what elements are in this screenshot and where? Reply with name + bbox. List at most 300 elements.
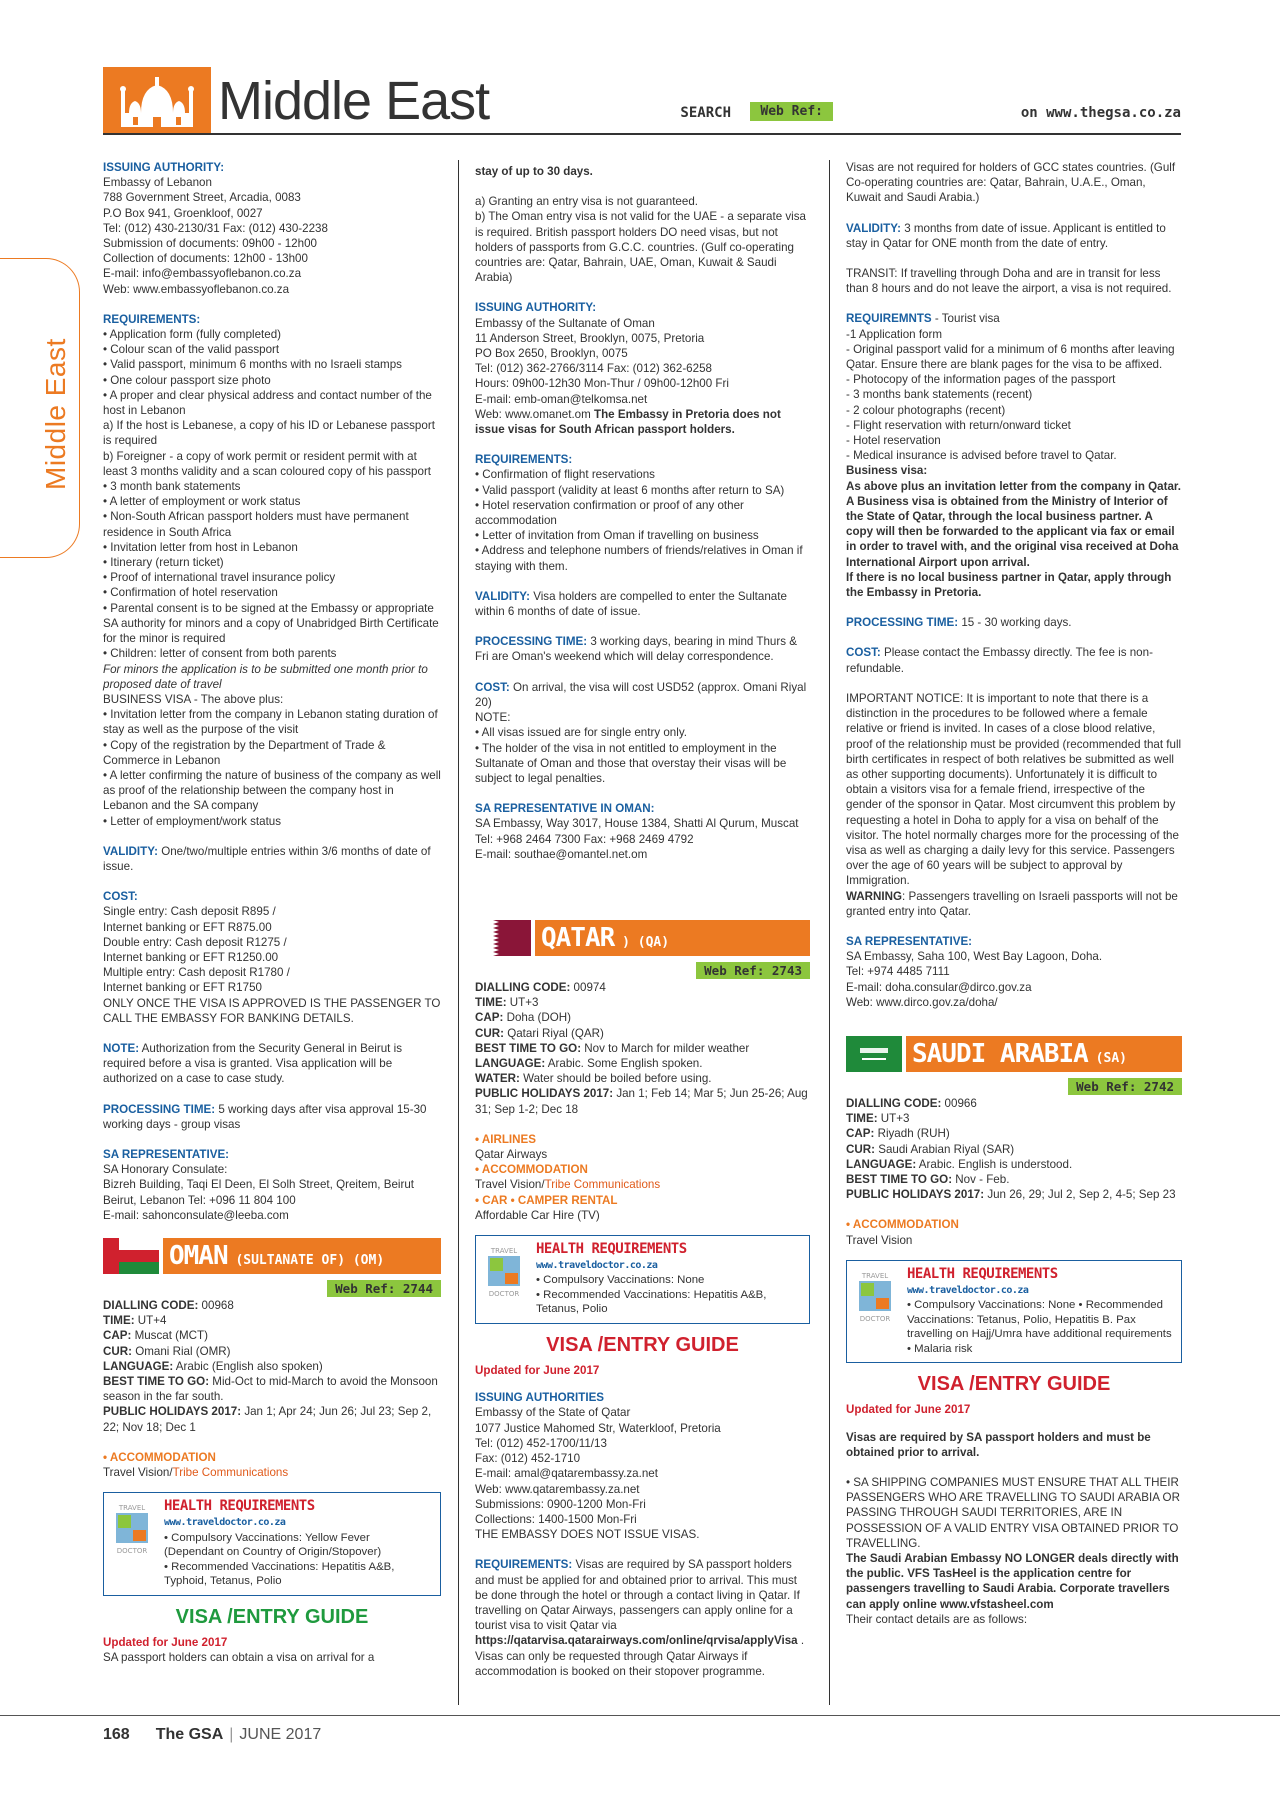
- fact-key: LANGUAGE:: [846, 1157, 917, 1171]
- fact-value: Mid-Oct to mid-March to avoid the Monsoon season in the far south.: [103, 1375, 438, 1404]
- text-line: IMPORTANT NOTICE: It is important to note that there is a distinction in the procedures to be followed where a female relative or friend is invited. In cases of a close blood relative, proof of the relationship must be provided (recommended that full birth certificates in respect of both relatives be submitted as well as other supporting documents). Unfortunately it is difficult to obtain a visitors visa for a female friend, irrespective of the gender of the sponsor in Qatar. Most circumvent this problem by requesting a hotel in Doha to apply for a visa on behalf of the visitor. The hotel normally charges more for the processing of the visa as well as charging a daily levy for this service. Passengers over the age of 60 years will be subject to approval by Immigration.: [846, 691, 1182, 888]
- text-line: Embassy of Lebanon: [103, 176, 212, 190]
- list-item: • Proof of international travel insurance policy: [103, 571, 336, 585]
- fact-value: Muscat (MCT): [131, 1329, 208, 1343]
- oman-banner: [103, 1238, 441, 1274]
- email-link[interactable]: E-mail: sahonconsulate@leeba.com: [103, 1208, 289, 1222]
- list-item: - Medical insurance is advised before travel to Qatar.: [846, 449, 1117, 463]
- fact-value: UT+4: [134, 1314, 167, 1328]
- saudi-contact: Their contact details are as follows:: [846, 1612, 1028, 1626]
- fact-row: [846, 1142, 1182, 1157]
- fact-key: BEST TIME TO GO:: [103, 1375, 210, 1389]
- lebanon-note: [103, 1041, 441, 1087]
- saudi-accommodation: [846, 1217, 1182, 1247]
- list-item: • Recommended Vaccinations: Hepatitis A&B, Tetanus, Polio: [536, 1288, 767, 1316]
- list-item: • The holder of the visa in not entitled to employment in the Sultanate of Oman and those that overstay their visas will be subject to legal penalties.: [475, 741, 787, 785]
- fact-row: [103, 1344, 441, 1359]
- list-item: • Confirmation of hotel reservation: [103, 586, 278, 600]
- text-line: Hours: 09h00-12h30 Mon-Thur / 09h00-12h00 Fri: [475, 377, 729, 391]
- fact-row: [475, 995, 810, 1010]
- section-heading: PROCESSING TIME:: [103, 1102, 216, 1116]
- email-link[interactable]: E-mail: amal@qatarembassy.za.net: [475, 1467, 658, 1481]
- fact-row: [846, 1157, 1182, 1172]
- text-line: Internet banking or EFT R1250.00: [103, 950, 279, 964]
- text-line: [475, 1177, 810, 1192]
- qatar-representative: [846, 934, 1182, 1010]
- list-item: • Colour scan of the valid passport: [103, 343, 280, 357]
- updated-note: Updated for June 2017: [846, 1403, 971, 1417]
- text-line: THE EMBASSY DOES NOT ISSUE VISAS.: [475, 1528, 700, 1542]
- svg-text:DOCTOR: DOCTOR: [859, 1314, 891, 1323]
- fact-key: PUBLIC HOLIDAYS 2017:: [103, 1405, 242, 1419]
- oman-webref: [103, 1280, 441, 1298]
- country-name: QATAR: [541, 922, 615, 953]
- qatar-important: [846, 691, 1182, 919]
- text-line: On arrival, the visa will cost USD52 (approx. Omani Riyal 20): [475, 680, 807, 709]
- list-item: • Non-South African passport holders must have permanent residence in South Africa: [103, 510, 409, 539]
- section-heading: • AIRLINES: [475, 1132, 536, 1146]
- web-link[interactable]: Web: www.dirco.gov.za/doha/: [846, 995, 998, 1009]
- lebanon-requirements: [103, 312, 441, 829]
- fact-value: Arabic. Some English spoken.: [545, 1056, 703, 1070]
- visa-link[interactable]: https://qatarvisa.qatarairways.com/online/qrvisa/applyVisa: [475, 1634, 798, 1648]
- provider-link[interactable]: Travel Vision/: [475, 1178, 545, 1192]
- section-heading: • ACCOMMODATION: [846, 1218, 959, 1232]
- oman-cost: [475, 680, 810, 786]
- updated-note: Updated for June 2017: [103, 1635, 228, 1649]
- text-line: 3 months from date of issue. Applicant is entitled to stay in Qatar for ONE month from the date of entry.: [846, 221, 1166, 250]
- fact-row: [475, 1056, 810, 1071]
- health-heading: HEALTH REQUIREMENTS: [164, 1498, 315, 1515]
- text-line: Internet banking or EFT R1750: [103, 981, 262, 995]
- fact-value: Arabic. English is understood.: [916, 1157, 1073, 1171]
- visa-guide-heading: VISA /ENTRY GUIDE: [175, 1605, 369, 1628]
- text-line: [103, 1465, 441, 1480]
- text-line: PO Box 2650, Brooklyn, 0075: [475, 347, 628, 361]
- qatar-webref: [475, 962, 810, 980]
- fact-key: CUR:: [103, 1344, 132, 1358]
- provider-link[interactable]: Tribe Communications: [544, 1178, 661, 1192]
- saudi-flag-icon: [846, 1036, 902, 1072]
- oman-accommodation: [103, 1450, 441, 1480]
- saudi-embassy-notice: The Saudi Arabian Embassy NO LONGER deals directly with the public. VFS TasHeel is the application centre for passengers travelling to Saudi Arabia. Corporate travellers can apply online www.vfstasheel.com: [846, 1552, 1179, 1611]
- text-line: Submission of documents: 09h00 - 12h00: [103, 237, 317, 251]
- text-line: Collections: 1400-1500 Mon-Fri: [475, 1512, 637, 1526]
- warning-row: [846, 889, 1182, 919]
- text-line: Double entry: Cash deposit R1275 /: [103, 935, 287, 949]
- list-item: • 3 month bank statements: [103, 480, 241, 494]
- text-line: 11 Anderson Street, Brooklyn, 0075, Pretoria: [475, 331, 705, 345]
- section-heading: ISSUING AUTHORITY:: [475, 301, 597, 315]
- email-link[interactable]: E-mail: southae@omantel.net.om: [475, 847, 648, 861]
- list-item: • Hotel reservation confirmation or proof of any other accommodation: [475, 498, 744, 528]
- text-line: Multiple entry: Cash deposit R1780 /: [103, 966, 290, 980]
- section-heading: VALIDITY:: [475, 589, 530, 603]
- text-line: .: [797, 1634, 805, 1648]
- web-link[interactable]: Web: www.omanet.om: [475, 407, 594, 421]
- fact-row: [846, 1096, 1182, 1111]
- section-heading: • ACCOMMODATION: [103, 1450, 216, 1464]
- oman-flag-icon: [103, 1238, 159, 1274]
- page-header: [103, 67, 1181, 135]
- list-item: • Itinerary (return ticket): [103, 556, 224, 570]
- lebanon-representative: [103, 1147, 441, 1223]
- text-line: Internet banking or EFT R875.00: [103, 920, 272, 934]
- svg-text:TRAVEL: TRAVEL: [490, 1246, 518, 1255]
- qatar-validity: [846, 221, 1182, 251]
- list-item: • A letter of employment or work status: [103, 495, 301, 509]
- list-item: • Letter of invitation from Oman if travelling on business: [475, 529, 759, 543]
- health-title: [164, 1499, 432, 1530]
- section-heading: REQUIREMNTS: [846, 312, 932, 326]
- column-divider: [829, 160, 830, 1705]
- heading-row: [846, 311, 1182, 326]
- oman-facts: [103, 1298, 441, 1435]
- site-link[interactable]: on www.thegsa.co.za: [1020, 105, 1181, 121]
- list-item: - Original passport valid for a minimum of 6 months after leaving Qatar. Ensure there are blank pages for the visa to be affixed.: [846, 342, 1175, 372]
- fact-key: PUBLIC HOLIDAYS 2017:: [846, 1188, 985, 1202]
- text-line: 5 working days after visa approval 15-30 working days - group visas: [103, 1102, 427, 1131]
- text-line: 3 working days, bearing in mind Thurs & Fri are Oman's weekend which will delay correspondence.: [475, 635, 797, 664]
- health-heading: HEALTH REQUIREMENTS: [907, 1265, 1058, 1282]
- section-heading: REQUIREMENTS:: [475, 453, 573, 467]
- text-line: One/two/multiple entries within 3/6 months of date of issue.: [103, 844, 431, 873]
- section-heading: COST:: [475, 680, 510, 694]
- page-number: 168: [103, 1726, 130, 1743]
- text-line: Embassy of the Sultanate of Oman: [475, 316, 655, 330]
- fact-key: CUR:: [846, 1142, 875, 1156]
- qatar-processing: [846, 615, 1182, 630]
- text-line: SA Embassy, Saha 100, West Bay Lagoon, Doha.: [846, 950, 1103, 964]
- side-tab-label: Middle East: [40, 338, 71, 490]
- column-2: [475, 160, 810, 1705]
- travel-doctor-icon: [855, 1269, 895, 1325]
- oman-validity: [475, 589, 810, 619]
- web-link[interactable]: Web: www.qatarembassy.za.net: [475, 1482, 640, 1496]
- text-line: Visa holders are compelled to enter the Sultanate within 6 months of date of issue.: [475, 589, 787, 619]
- fact-key: LANGUAGE:: [103, 1359, 174, 1373]
- text-line: 15 - 30 working days.: [958, 616, 1072, 630]
- provider-link[interactable]: Travel Vision/: [103, 1466, 173, 1480]
- fact-row: [475, 1086, 810, 1116]
- section-heading: SA REPRESENTATIVE:: [103, 1147, 230, 1161]
- fact-key: CAP:: [846, 1127, 875, 1141]
- lebanon-issuing: [103, 160, 441, 297]
- list-item: • All visas issued are for single entry only.: [475, 726, 687, 740]
- oman-title-bar: [163, 1238, 441, 1274]
- header-rule: [103, 133, 1181, 135]
- text-line: Fax: (012) 452-1710: [475, 1452, 581, 1466]
- fact-value: Jun 26, 29; Jul 2, Sep 2, 4-5; Sep 23: [984, 1188, 1176, 1202]
- oman-processing: [475, 634, 810, 664]
- list-item: - Photocopy of the information pages of the passport: [846, 373, 1116, 387]
- qatar-cost: [846, 645, 1182, 675]
- visa-guide-heading: VISA /ENTRY GUIDE: [546, 1333, 739, 1356]
- text-line: [475, 407, 810, 437]
- page-title: Middle East: [218, 71, 490, 131]
- fact-row: [475, 1041, 810, 1056]
- fact-value: UT+3: [506, 996, 539, 1010]
- fact-row: [475, 1026, 810, 1041]
- list-item: • Letter of employment/work status: [103, 814, 282, 828]
- footer-separator: |: [229, 1726, 234, 1743]
- section-heading: ISSUING AUTHORITY:: [103, 161, 225, 174]
- webref-label: Web Ref:: [750, 102, 833, 121]
- list-item: BUSINESS VISA - The above plus:: [103, 692, 284, 706]
- health-title: [536, 1242, 801, 1273]
- saudi-intro: Visas are required by SA passport holders and must be obtained prior to arrival.: [846, 1430, 1151, 1459]
- travel-doctor-icon: [112, 1501, 152, 1557]
- fact-row: [475, 1010, 810, 1025]
- list-item: - 2 colour photographs (recent): [846, 403, 1006, 417]
- list-item: • Parental consent is to be signed at the Embassy or appropriate SA authority for minors and a copy of Unabridged Birth Certificate for the minor is required: [103, 601, 439, 646]
- fact-key: DIALLING CODE:: [846, 1096, 942, 1110]
- svg-text:TRAVEL: TRAVEL: [861, 1271, 889, 1280]
- minor-note: For minors the application is to be submitted one month prior to proposed date of travel: [103, 662, 428, 691]
- oman-representative: [475, 801, 810, 862]
- section-heading: NOTE:: [103, 1041, 140, 1055]
- saudi-title-bar: [906, 1036, 1182, 1072]
- list-item: • Copy of the registration by the Department of Trade & Commerce in Lebanon: [103, 738, 386, 767]
- text-line: Beirut, Lebanon Tel: +096 11 804 100: [103, 1193, 296, 1207]
- qatar-gcc: Visas are not required for holders of GCC states countries. (Gulf Co-operating countries are: Qatar, Bahrain, U.A.E., Oman, Kuwait and Saudi Arabia.): [846, 161, 1176, 205]
- oman-notes: [475, 194, 810, 285]
- text-line: Please contact the Embassy directly. The fee is non-refundable.: [846, 646, 1153, 675]
- page-footer: [103, 1726, 321, 1744]
- list-item: • A letter confirming the nature of business of the company as well as proof of the relationship between the company host in Lebanon and the SA company: [103, 768, 441, 813]
- fact-value: 00968: [198, 1299, 234, 1312]
- fact-key: DIALLING CODE:: [475, 980, 571, 994]
- health-heading: HEALTH REQUIREMENTS: [536, 1240, 687, 1257]
- section-heading: COST:: [846, 646, 881, 660]
- fact-value: Omani Rial (OMR): [131, 1344, 231, 1358]
- fact-key: TIME:: [475, 996, 507, 1010]
- list-item: - Hotel reservation: [846, 434, 941, 448]
- lebanon-cost: [103, 889, 441, 1026]
- saudi-facts: [846, 1096, 1182, 1202]
- fact-value: Nov to March for milder weather: [581, 1041, 750, 1055]
- fact-value: Arabic (English also spoken): [173, 1359, 323, 1373]
- section-heading: SA REPRESENTATIVE IN OMAN:: [475, 802, 655, 816]
- magazine-name: The GSA: [155, 1726, 224, 1743]
- text-line: 1077 Justice Mahomed Str, Waterkloof, Pretoria: [475, 1421, 721, 1435]
- web-link[interactable]: Web: www.embassyoflebanon.co.za: [103, 282, 290, 296]
- fact-row: [846, 1126, 1182, 1141]
- list-item: • Address and telephone numbers of friends/relatives in Oman if staying with them.: [475, 544, 803, 573]
- column-3: [846, 160, 1182, 1705]
- list-item: • Compulsory Vaccinations: Yellow Fever (Dependant on Country of Origin/Stopover): [164, 1531, 382, 1559]
- fact-row: [103, 1404, 441, 1434]
- text-line: a) Granting an entry visa is not guaranteed.: [475, 195, 698, 209]
- lebanon-validity: [103, 844, 441, 874]
- list-item: • Application form (fully completed): [103, 328, 282, 342]
- svg-text:DOCTOR: DOCTOR: [488, 1289, 520, 1298]
- text-line: Single entry: Cash deposit R895 /: [103, 905, 276, 919]
- fact-row: [103, 1328, 441, 1343]
- section-heading: COST:: [103, 890, 138, 904]
- oman-requirements: [475, 452, 810, 574]
- fact-key: CAP:: [103, 1329, 132, 1343]
- text-line: A Business visa is obtained from the Ministry of Interior of the State of Qatar, through the local business partner. A copy will then be forwarded to the applicant via fax or email in order to travel with, and the original visa received at Doha International Airport upon arrival.: [846, 494, 1179, 569]
- section-heading: PROCESSING TIME:: [475, 635, 588, 649]
- mosque-icon: [103, 67, 211, 135]
- provider-link[interactable]: Affordable Car Hire (TV): [475, 1208, 600, 1222]
- column-divider: [458, 160, 459, 1705]
- list-item: a) If the host is Lebanese, a copy of his ID or Lebanese passport is required: [103, 419, 435, 448]
- qatar-transit: TRANSIT: If travelling through Doha and are in transit for less than 8 hours and do not leave the airport, a visa is not required.: [846, 267, 1172, 296]
- text-line: ONLY ONCE THE VISA IS APPROVED IS THE PASSENGER TO CALL THE EMBASSY FOR BANKING DETAILS.: [103, 996, 441, 1025]
- lebanon-processing: [103, 1102, 441, 1132]
- section-heading: ISSUING AUTHORITIES: [475, 1391, 605, 1405]
- list-item: • Compulsory Vaccinations: None • Recommended Vaccinations: Tetanus, Polio, Hepatitis B. Pax travelling on Hajj/Umra have additional requirements • Malaria risk: [907, 1299, 1172, 1355]
- country-name: OMAN: [169, 1241, 228, 1271]
- webref-badge[interactable]: Web Ref: 2742: [1068, 1078, 1182, 1095]
- list-item: • Valid passport, minimum 6 months with no Israeli stamps: [103, 358, 402, 372]
- svg-text:DOCTOR: DOCTOR: [116, 1547, 148, 1556]
- health-site-link[interactable]: www.traveldoctor.co.za: [536, 1260, 658, 1272]
- fact-key: LANGUAGE:: [475, 1056, 546, 1070]
- list-item: • Confirmation of flight reservations: [475, 468, 655, 482]
- text-line: Authorization from the Security General in Beirut is required before a visa is granted. Visa application will be authorized on a case to case study.: [103, 1041, 402, 1086]
- text-line: Tel: (012) 430-2130/31 Fax: (012) 430-2238: [103, 221, 328, 235]
- section-heading: VALIDITY:: [846, 221, 901, 235]
- fact-value: Qatari Riyal (QAR): [503, 1026, 604, 1040]
- qatar-requirements: [475, 1557, 810, 1679]
- country-sub: ) (QA): [614, 934, 670, 950]
- fact-value: UT+3: [877, 1112, 910, 1126]
- health-site-link[interactable]: www.traveldoctor.co.za: [907, 1284, 1029, 1296]
- issue-date: JUNE 2017: [239, 1726, 322, 1743]
- health-site-link[interactable]: www.traveldoctor.co.za: [164, 1517, 286, 1529]
- qatar-title-bar: [535, 920, 810, 956]
- fact-row: [103, 1359, 441, 1374]
- fact-row: [475, 1071, 810, 1086]
- fact-key: TIME:: [846, 1112, 878, 1126]
- fact-value: Jan 1; Feb 14; Mar 5; Jun 25-26; Aug 31; Sep 1-2; Dec 18: [475, 1087, 808, 1116]
- list-item: • Invitation letter from host in Lebanon: [103, 540, 298, 554]
- embassy-notice: The Embassy in Pretoria does not issue visas for South African passport holders.: [475, 407, 781, 437]
- text-line: Submissions: 0900-1200 Mon-Fri: [475, 1497, 646, 1511]
- fact-key: PUBLIC HOLIDAYS 2017:: [475, 1087, 614, 1101]
- text-line: Collection of documents: 12h00 - 13h00: [103, 252, 308, 266]
- list-item: - 3 months bank statements (recent): [846, 388, 1033, 402]
- text-line: b) The Oman entry visa is not valid for the UAE - a separate visa is required. British passport holders DO need visas, but not holders of passports from G.C.C. countries. (Gulf co-operating countries are: Qatar, Bahrain, UAE, Oman, Kuwait & Saudi Arabia): [475, 210, 806, 285]
- text-line: As above plus an invitation letter from the company in Qatar.: [846, 479, 1182, 493]
- text-line: Tel: (012) 452-1700/11/13: [475, 1436, 607, 1450]
- fact-value: Doha (DOH): [503, 1011, 571, 1025]
- text-line: P.O Box 941, Groenkloof, 0027: [103, 206, 263, 220]
- text-line: SA Embassy, Way 3017, House 1384, Shatti Al Qurum, Muscat Tel: +968 2464 7300 Fax: +968 2469 4792: [475, 817, 799, 846]
- list-item: b) Foreigner - a copy of work permit or resident permit with at least 3 months validity and a scan coloured copy of his passport: [103, 449, 432, 478]
- fact-key: WATER:: [475, 1072, 520, 1086]
- updated-note: Updated for June 2017: [475, 1364, 600, 1378]
- fact-value: Jan 1; Apr 24; Jun 26; Jul 23; Sep 2, 22; Nov 18; Dec 1: [103, 1405, 432, 1434]
- fact-key: BEST TIME TO GO:: [846, 1172, 953, 1186]
- fact-key: CUR:: [475, 1026, 504, 1040]
- qatar-facts: [475, 980, 810, 1117]
- saudi-shipping: • SA SHIPPING COMPANIES MUST ENSURE THAT ALL THEIR PASSENGERS WHO ARE TRAVELLING TO SAUDI ARABIA OR PASSING THROUGH SAUDI TERRITORIES, ARE IN POSSESSION OF A VALID ENTRY VISA OBTAINED PRIOR TO TRAVELLING.: [846, 1476, 1180, 1550]
- section-heading: • ACCOMMODATION: [475, 1163, 588, 1177]
- section-heading: REQUIREMENTS:: [475, 1558, 573, 1572]
- saudi-health-box: [846, 1260, 1182, 1363]
- fact-row: [846, 1187, 1182, 1202]
- fact-key: CAP:: [475, 1011, 504, 1025]
- list-item: • A proper and clear physical address and contact number of the host in Lebanon: [103, 388, 432, 418]
- email-link[interactable]: E-mail: doha.consular@dirco.gov.za: [846, 980, 1032, 994]
- fact-row: [103, 1374, 441, 1404]
- list-item: • Children: letter of consent from both parents: [103, 647, 337, 661]
- text-line: Tel: +974 4485 7111: [846, 965, 950, 979]
- oman-health-box: [103, 1492, 441, 1595]
- list-item: • Recommended Vaccinations: Hepatitis A&B, Typhoid, Tetanus, Polio: [164, 1560, 395, 1588]
- fact-value: Water should be boiled before using.: [519, 1072, 712, 1086]
- column-1: [103, 160, 441, 1705]
- footer-rule: [0, 1715, 1280, 1716]
- fact-key: BEST TIME TO GO:: [475, 1041, 582, 1055]
- fact-value: Riyadh (RUH): [874, 1127, 950, 1141]
- warning-label: WARNING: [846, 889, 903, 903]
- oman-intro: SA passport holders can obtain a visa on arrival for a: [103, 1651, 375, 1665]
- section-heading: VALIDITY:: [103, 844, 158, 858]
- oman-issuing: [475, 300, 810, 437]
- qatar-health-box: [475, 1235, 810, 1324]
- search-label: SEARCH: [680, 105, 731, 121]
- provider-link[interactable]: Qatar Airways: [475, 1147, 548, 1161]
- section-heading: • CAR • CAMPER RENTAL: [475, 1193, 618, 1207]
- text-line: NOTE:: [475, 711, 511, 725]
- text-line: Visas are required by SA passport holders and must be applied for and obtained prior to arrival. This must be done through the hotel or through a contact living in Qatar. If travelling on Qatar Airways, passengers can apply online for a tourist visa to visit Qatar via: [475, 1558, 800, 1633]
- qatar-issuing: [475, 1390, 810, 1542]
- text-line: Embassy of the State of Qatar: [475, 1406, 631, 1420]
- qatar-flag-icon: [475, 920, 531, 956]
- email-link[interactable]: E-mail: info@embassyoflebanon.co.za: [103, 267, 302, 281]
- text-line: : Passengers travelling on Israeli passports will not be granted entry into Qatar.: [846, 889, 1178, 918]
- text-line: If there is no local business partner in Qatar, apply through the Embassy in Pretoria.: [846, 570, 1172, 600]
- country-name: SAUDI ARABIA: [912, 1038, 1088, 1069]
- section-heading: PROCESSING TIME:: [846, 616, 959, 630]
- provider-link[interactable]: Travel Vision: [846, 1233, 913, 1247]
- list-item: • Compulsory Vaccinations: None: [536, 1274, 705, 1287]
- fact-value: 00974: [570, 980, 606, 994]
- travel-doctor-icon: [484, 1244, 524, 1300]
- saudi-webref: [846, 1078, 1182, 1096]
- list-item: -1 Application form: [846, 327, 943, 341]
- qatar-services: [475, 1132, 810, 1223]
- qatar-banner: [475, 920, 810, 956]
- fact-key: DIALLING CODE:: [103, 1299, 199, 1312]
- text-line: SA Honorary Consulate:: [103, 1163, 228, 1177]
- provider-link[interactable]: Tribe Communications: [172, 1466, 289, 1480]
- email-link[interactable]: E-mail: emb-oman@telkomsa.net: [475, 392, 648, 406]
- visa-guide-heading: VISA /ENTRY GUIDE: [917, 1373, 1111, 1396]
- section-heading: REQUIREMENTS:: [103, 312, 201, 326]
- list-item: • One colour passport size photo: [103, 373, 271, 387]
- fact-row: [103, 1298, 441, 1313]
- fact-row: [103, 1313, 441, 1328]
- fact-row: [846, 1111, 1182, 1126]
- oman-intro-cont: stay of up to 30 days.: [475, 165, 593, 178]
- list-item: • Valid passport (validity at least 6 months after return to SA): [475, 483, 785, 497]
- text-line: Tel: (012) 362-2766/3114 Fax: (012) 362-6258: [475, 362, 712, 376]
- fact-row: [475, 980, 810, 995]
- webref-badge[interactable]: Web Ref: 2743: [696, 962, 810, 979]
- text-line: Business visa:: [846, 464, 928, 478]
- webref-badge[interactable]: Web Ref: 2744: [327, 1280, 441, 1297]
- text-line: Bizreh Building, Taqi El Deen, El Solh Street, Qreitem, Beirut: [103, 1178, 415, 1192]
- fact-value: 00966: [941, 1096, 977, 1110]
- svg-text:TRAVEL: TRAVEL: [118, 1504, 146, 1513]
- fact-key: TIME:: [103, 1314, 135, 1328]
